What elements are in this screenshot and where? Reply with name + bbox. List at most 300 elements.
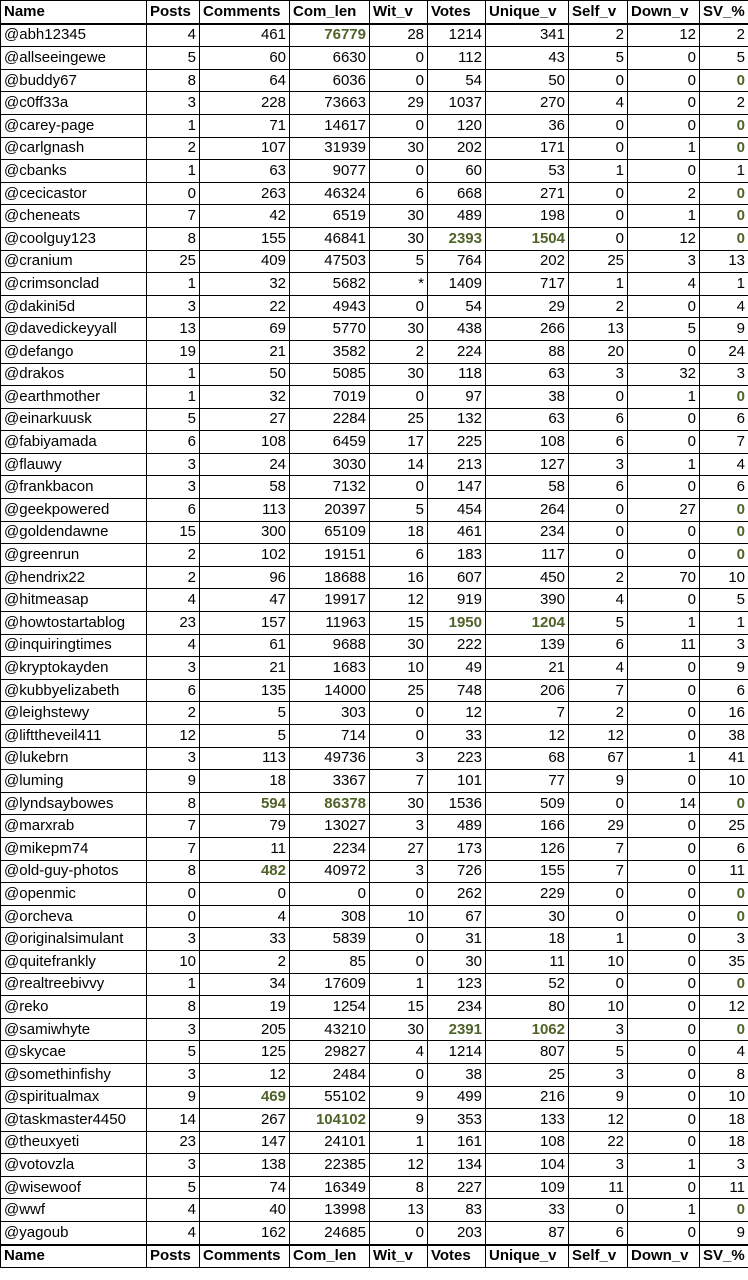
- cell-posts: 8: [147, 69, 200, 92]
- cell-sv-pct: 4: [700, 295, 748, 318]
- cell-posts: 3: [147, 453, 200, 476]
- cell-posts: 3: [147, 1154, 200, 1177]
- cell-sv-pct: 11: [700, 860, 748, 883]
- header-row: [1, 1, 748, 24]
- cell-sv-pct: 6: [700, 679, 748, 702]
- footer-row: [1, 1245, 748, 1268]
- cell-name: @geekpowered: [1, 499, 147, 522]
- cell-name: @frankbacon: [1, 476, 147, 499]
- cell-wit-v: 30: [370, 634, 428, 657]
- cell-down-v: 14: [628, 792, 700, 815]
- cell-posts: 4: [147, 634, 200, 657]
- table-row: [1, 24, 748, 47]
- cell-comments: 21: [200, 657, 290, 680]
- table-row: [1, 1199, 748, 1222]
- cell-comments: 157: [200, 612, 290, 635]
- cell-votes: 223: [428, 747, 486, 770]
- cell-com-len: 55102: [290, 1086, 370, 1109]
- cell-votes: 120: [428, 114, 486, 137]
- cell-down-v: 0: [628, 679, 700, 702]
- cell-sv-pct: 0: [700, 792, 748, 815]
- cell-unique-v: 63: [486, 408, 569, 431]
- cell-com-len: 104102: [290, 1109, 370, 1132]
- cell-sv-pct: 16: [700, 702, 748, 725]
- cell-com-len: 31939: [290, 137, 370, 160]
- cell-posts: 6: [147, 499, 200, 522]
- cell-wit-v: 0: [370, 928, 428, 951]
- cell-comments: 162: [200, 1222, 290, 1245]
- cell-self-v: 0: [569, 227, 628, 250]
- cell-name: @lyndsaybowes: [1, 792, 147, 815]
- cell-self-v: 0: [569, 905, 628, 928]
- cell-sv-pct: 10: [700, 566, 748, 589]
- cell-sv-pct: 5: [700, 589, 748, 612]
- cell-unique-v: 271: [486, 182, 569, 205]
- cell-com-len: 1683: [290, 657, 370, 680]
- cell-down-v: 0: [628, 1086, 700, 1109]
- cell-unique-v: 87: [486, 1222, 569, 1245]
- column-footer: Posts: [147, 1245, 200, 1268]
- cell-votes: 353: [428, 1109, 486, 1132]
- cell-wit-v: 30: [370, 363, 428, 386]
- cell-comments: 267: [200, 1109, 290, 1132]
- cell-name: @somethinfishy: [1, 1063, 147, 1086]
- cell-posts: 3: [147, 476, 200, 499]
- cell-votes: 224: [428, 340, 486, 363]
- cell-self-v: 5: [569, 1041, 628, 1064]
- cell-sv-pct: 4: [700, 1041, 748, 1064]
- cell-unique-v: 38: [486, 386, 569, 409]
- cell-com-len: 11963: [290, 612, 370, 635]
- cell-name: @allseeingewe: [1, 47, 147, 70]
- cell-unique-v: 234: [486, 521, 569, 544]
- cell-unique-v: 171: [486, 137, 569, 160]
- cell-unique-v: 509: [486, 792, 569, 815]
- cell-comments: 461: [200, 24, 290, 47]
- cell-name: @cranium: [1, 250, 147, 273]
- cell-name: @openmic: [1, 883, 147, 906]
- cell-name: @defango: [1, 340, 147, 363]
- cell-wit-v: 27: [370, 837, 428, 860]
- cell-posts: 7: [147, 205, 200, 228]
- cell-self-v: 6: [569, 1222, 628, 1245]
- cell-down-v: 0: [628, 1063, 700, 1086]
- cell-posts: 8: [147, 860, 200, 883]
- cell-votes: 161: [428, 1131, 486, 1154]
- cell-down-v: 1: [628, 205, 700, 228]
- cell-posts: 8: [147, 996, 200, 1019]
- cell-wit-v: 16: [370, 566, 428, 589]
- cell-votes: 183: [428, 544, 486, 567]
- cell-wit-v: 30: [370, 1018, 428, 1041]
- cell-posts: 0: [147, 905, 200, 928]
- cell-comments: 71: [200, 114, 290, 137]
- cell-name: @theuxyeti: [1, 1131, 147, 1154]
- cell-sv-pct: 2: [700, 24, 748, 47]
- cell-comments: 300: [200, 521, 290, 544]
- cell-com-len: 13998: [290, 1199, 370, 1222]
- cell-wit-v: 12: [370, 1154, 428, 1177]
- cell-sv-pct: 0: [700, 137, 748, 160]
- cell-down-v: 1: [628, 453, 700, 476]
- cell-comments: 107: [200, 137, 290, 160]
- cell-unique-v: 206: [486, 679, 569, 702]
- cell-wit-v: 3: [370, 747, 428, 770]
- column-header: Self_v: [569, 1, 628, 24]
- cell-com-len: 19917: [290, 589, 370, 612]
- cell-unique-v: 18: [486, 928, 569, 951]
- cell-down-v: 12: [628, 24, 700, 47]
- cell-unique-v: 717: [486, 273, 569, 296]
- cell-sv-pct: 5: [700, 47, 748, 70]
- cell-com-len: 3030: [290, 453, 370, 476]
- cell-self-v: 2: [569, 24, 628, 47]
- table-row: [1, 227, 748, 250]
- cell-com-len: 24101: [290, 1131, 370, 1154]
- cell-com-len: 7019: [290, 386, 370, 409]
- cell-down-v: 0: [628, 815, 700, 838]
- table-row: [1, 792, 748, 815]
- cell-name: @hitmeasap: [1, 589, 147, 612]
- cell-name: @taskmaster4450: [1, 1109, 147, 1132]
- cell-name: @orcheva: [1, 905, 147, 928]
- cell-votes: 499: [428, 1086, 486, 1109]
- cell-unique-v: 53: [486, 160, 569, 183]
- cell-unique-v: 11: [486, 950, 569, 973]
- cell-unique-v: 1204: [486, 612, 569, 635]
- cell-name: @quitefrankly: [1, 950, 147, 973]
- cell-wit-v: 7: [370, 770, 428, 793]
- cell-self-v: 6: [569, 476, 628, 499]
- cell-wit-v: 0: [370, 386, 428, 409]
- table-row: [1, 1018, 748, 1041]
- cell-wit-v: 25: [370, 679, 428, 702]
- cell-name: @mikepm74: [1, 837, 147, 860]
- cell-unique-v: 450: [486, 566, 569, 589]
- cell-self-v: 12: [569, 725, 628, 748]
- cell-sv-pct: 25: [700, 815, 748, 838]
- cell-self-v: 9: [569, 1086, 628, 1109]
- cell-com-len: 2484: [290, 1063, 370, 1086]
- cell-comments: 138: [200, 1154, 290, 1177]
- cell-com-len: 46324: [290, 182, 370, 205]
- cell-name: @wwf: [1, 1199, 147, 1222]
- cell-wit-v: 25: [370, 408, 428, 431]
- cell-votes: 101: [428, 770, 486, 793]
- cell-unique-v: 7: [486, 702, 569, 725]
- cell-wit-v: 0: [370, 114, 428, 137]
- cell-down-v: 0: [628, 860, 700, 883]
- cell-unique-v: 52: [486, 973, 569, 996]
- cell-sv-pct: 0: [700, 544, 748, 567]
- cell-unique-v: 29: [486, 295, 569, 318]
- table-row: [1, 1109, 748, 1132]
- table-row: [1, 815, 748, 838]
- cell-name: @wisewoof: [1, 1176, 147, 1199]
- cell-unique-v: 390: [486, 589, 569, 612]
- cell-down-v: 5: [628, 318, 700, 341]
- cell-wit-v: 0: [370, 69, 428, 92]
- cell-self-v: 9: [569, 770, 628, 793]
- cell-votes: 123: [428, 973, 486, 996]
- column-header: Down_v: [628, 1, 700, 24]
- cell-down-v: 0: [628, 408, 700, 431]
- cell-name: @yagoub: [1, 1222, 147, 1245]
- cell-down-v: 0: [628, 295, 700, 318]
- cell-wit-v: 30: [370, 318, 428, 341]
- cell-com-len: 14617: [290, 114, 370, 137]
- cell-sv-pct: 0: [700, 227, 748, 250]
- cell-votes: 173: [428, 837, 486, 860]
- cell-wit-v: 10: [370, 657, 428, 680]
- cell-posts: 8: [147, 792, 200, 815]
- cell-votes: 225: [428, 431, 486, 454]
- cell-name: @lukebrn: [1, 747, 147, 770]
- cell-down-v: 32: [628, 363, 700, 386]
- cell-sv-pct: 8: [700, 1063, 748, 1086]
- cell-posts: 3: [147, 928, 200, 951]
- cell-com-len: 5839: [290, 928, 370, 951]
- cell-comments: 228: [200, 92, 290, 115]
- cell-wit-v: 9: [370, 1109, 428, 1132]
- cell-unique-v: 126: [486, 837, 569, 860]
- cell-self-v: 25: [569, 250, 628, 273]
- table-row: [1, 363, 748, 386]
- cell-self-v: 7: [569, 860, 628, 883]
- cell-unique-v: 12: [486, 725, 569, 748]
- cell-sv-pct: 1: [700, 612, 748, 635]
- cell-com-len: 5085: [290, 363, 370, 386]
- table-body: [1, 24, 748, 1245]
- cell-self-v: 5: [569, 47, 628, 70]
- cell-votes: 227: [428, 1176, 486, 1199]
- cell-comments: 27: [200, 408, 290, 431]
- cell-sv-pct: 12: [700, 996, 748, 1019]
- cell-self-v: 0: [569, 137, 628, 160]
- cell-votes: 97: [428, 386, 486, 409]
- cell-name: @luming: [1, 770, 147, 793]
- cell-com-len: 46841: [290, 227, 370, 250]
- cell-comments: 135: [200, 679, 290, 702]
- cell-posts: 4: [147, 24, 200, 47]
- cell-votes: 112: [428, 47, 486, 70]
- cell-unique-v: 25: [486, 1063, 569, 1086]
- cell-down-v: 4: [628, 273, 700, 296]
- table-row: [1, 1086, 748, 1109]
- cell-wit-v: 0: [370, 1222, 428, 1245]
- cell-name: @cecicastor: [1, 182, 147, 205]
- table-row: [1, 182, 748, 205]
- cell-name: @howtostartablog: [1, 612, 147, 635]
- table-row: [1, 634, 748, 657]
- cell-down-v: 0: [628, 544, 700, 567]
- cell-sv-pct: 1: [700, 273, 748, 296]
- cell-comments: 61: [200, 634, 290, 657]
- cell-com-len: 6630: [290, 47, 370, 70]
- cell-wit-v: 0: [370, 883, 428, 906]
- cell-wit-v: 30: [370, 792, 428, 815]
- cell-comments: 482: [200, 860, 290, 883]
- cell-com-len: 308: [290, 905, 370, 928]
- cell-sv-pct: 18: [700, 1109, 748, 1132]
- cell-posts: 23: [147, 1131, 200, 1154]
- cell-down-v: 0: [628, 521, 700, 544]
- cell-unique-v: 229: [486, 883, 569, 906]
- cell-posts: 1: [147, 973, 200, 996]
- cell-down-v: 0: [628, 905, 700, 928]
- cell-sv-pct: 6: [700, 476, 748, 499]
- cell-sv-pct: 9: [700, 1222, 748, 1245]
- column-header: Wit_v: [370, 1, 428, 24]
- table-row: [1, 1154, 748, 1177]
- column-footer: Down_v: [628, 1245, 700, 1268]
- cell-com-len: 40972: [290, 860, 370, 883]
- cell-down-v: 0: [628, 1041, 700, 1064]
- cell-name: @originalsimulant: [1, 928, 147, 951]
- cell-votes: 12: [428, 702, 486, 725]
- cell-votes: 1037: [428, 92, 486, 115]
- cell-unique-v: 117: [486, 544, 569, 567]
- cell-down-v: 70: [628, 566, 700, 589]
- table-row: [1, 725, 748, 748]
- cell-name: @fabiyamada: [1, 431, 147, 454]
- cell-wit-v: 0: [370, 47, 428, 70]
- cell-unique-v: 139: [486, 634, 569, 657]
- table-row: [1, 973, 748, 996]
- cell-unique-v: 341: [486, 24, 569, 47]
- cell-down-v: 0: [628, 837, 700, 860]
- cell-votes: 54: [428, 69, 486, 92]
- cell-comments: 0: [200, 883, 290, 906]
- cell-self-v: 12: [569, 1109, 628, 1132]
- cell-down-v: 11: [628, 634, 700, 657]
- cell-name: @c0ff33a: [1, 92, 147, 115]
- cell-self-v: 2: [569, 702, 628, 725]
- cell-sv-pct: 3: [700, 1154, 748, 1177]
- cell-unique-v: 21: [486, 657, 569, 680]
- column-footer: Self_v: [569, 1245, 628, 1268]
- cell-com-len: 6036: [290, 69, 370, 92]
- cell-sv-pct: 0: [700, 69, 748, 92]
- cell-comments: 12: [200, 1063, 290, 1086]
- cell-name: @crimsonclad: [1, 273, 147, 296]
- column-header: Unique_v: [486, 1, 569, 24]
- cell-name: @inquiringtimes: [1, 634, 147, 657]
- cell-votes: 2391: [428, 1018, 486, 1041]
- cell-votes: 67: [428, 905, 486, 928]
- cell-name: @marxrab: [1, 815, 147, 838]
- cell-unique-v: 1504: [486, 227, 569, 250]
- cell-votes: 38: [428, 1063, 486, 1086]
- cell-name: @davedickeyyall: [1, 318, 147, 341]
- table-row: [1, 453, 748, 476]
- cell-posts: 1: [147, 114, 200, 137]
- cell-down-v: 27: [628, 499, 700, 522]
- cell-unique-v: 43: [486, 47, 569, 70]
- cell-unique-v: 264: [486, 499, 569, 522]
- cell-down-v: 0: [628, 69, 700, 92]
- cell-name: @greenrun: [1, 544, 147, 567]
- table-row: [1, 1222, 748, 1245]
- cell-comments: 18: [200, 770, 290, 793]
- cell-self-v: 2: [569, 295, 628, 318]
- cell-com-len: 1254: [290, 996, 370, 1019]
- cell-votes: 764: [428, 250, 486, 273]
- cell-com-len: 76779: [290, 24, 370, 47]
- cell-posts: 9: [147, 1086, 200, 1109]
- cell-comments: 40: [200, 1199, 290, 1222]
- cell-posts: 1: [147, 273, 200, 296]
- cell-comments: 263: [200, 182, 290, 205]
- cell-comments: 2: [200, 950, 290, 973]
- cell-com-len: 19151: [290, 544, 370, 567]
- cell-name: @old-guy-photos: [1, 860, 147, 883]
- cell-posts: 4: [147, 1199, 200, 1222]
- cell-unique-v: 166: [486, 815, 569, 838]
- cell-votes: 489: [428, 815, 486, 838]
- cell-self-v: 0: [569, 499, 628, 522]
- column-footer: SV_%: [700, 1245, 748, 1268]
- cell-sv-pct: 0: [700, 905, 748, 928]
- cell-name: @spiritualmax: [1, 1086, 147, 1109]
- cell-down-v: 1: [628, 386, 700, 409]
- cell-votes: 83: [428, 1199, 486, 1222]
- cell-posts: 4: [147, 1222, 200, 1245]
- cell-comments: 69: [200, 318, 290, 341]
- cell-com-len: 5770: [290, 318, 370, 341]
- cell-down-v: 0: [628, 1018, 700, 1041]
- cell-com-len: 0: [290, 883, 370, 906]
- cell-com-len: 49736: [290, 747, 370, 770]
- cell-down-v: 0: [628, 996, 700, 1019]
- cell-posts: 0: [147, 182, 200, 205]
- cell-votes: 489: [428, 205, 486, 228]
- cell-votes: 1214: [428, 1041, 486, 1064]
- cell-wit-v: 3: [370, 860, 428, 883]
- cell-sv-pct: 13: [700, 250, 748, 273]
- cell-com-len: 16349: [290, 1176, 370, 1199]
- cell-sv-pct: 7: [700, 431, 748, 454]
- cell-name: @skycae: [1, 1041, 147, 1064]
- cell-comments: 58: [200, 476, 290, 499]
- cell-unique-v: 202: [486, 250, 569, 273]
- cell-votes: 222: [428, 634, 486, 657]
- cell-comments: 113: [200, 499, 290, 522]
- cell-self-v: 0: [569, 205, 628, 228]
- table-row: [1, 770, 748, 793]
- cell-down-v: 2: [628, 182, 700, 205]
- cell-sv-pct: 10: [700, 770, 748, 793]
- cell-wit-v: 12: [370, 589, 428, 612]
- cell-unique-v: 108: [486, 1131, 569, 1154]
- cell-unique-v: 58: [486, 476, 569, 499]
- cell-self-v: 0: [569, 114, 628, 137]
- cell-comments: 22: [200, 295, 290, 318]
- cell-wit-v: 30: [370, 227, 428, 250]
- cell-sv-pct: 4: [700, 453, 748, 476]
- cell-unique-v: 36: [486, 114, 569, 137]
- cell-votes: 132: [428, 408, 486, 431]
- cell-down-v: 0: [628, 1131, 700, 1154]
- column-header: Comments: [200, 1, 290, 24]
- cell-name: @reko: [1, 996, 147, 1019]
- cell-name: @carlgnash: [1, 137, 147, 160]
- table-row: [1, 318, 748, 341]
- table-row: [1, 408, 748, 431]
- cell-down-v: 0: [628, 589, 700, 612]
- table-row: [1, 905, 748, 928]
- cell-posts: 15: [147, 521, 200, 544]
